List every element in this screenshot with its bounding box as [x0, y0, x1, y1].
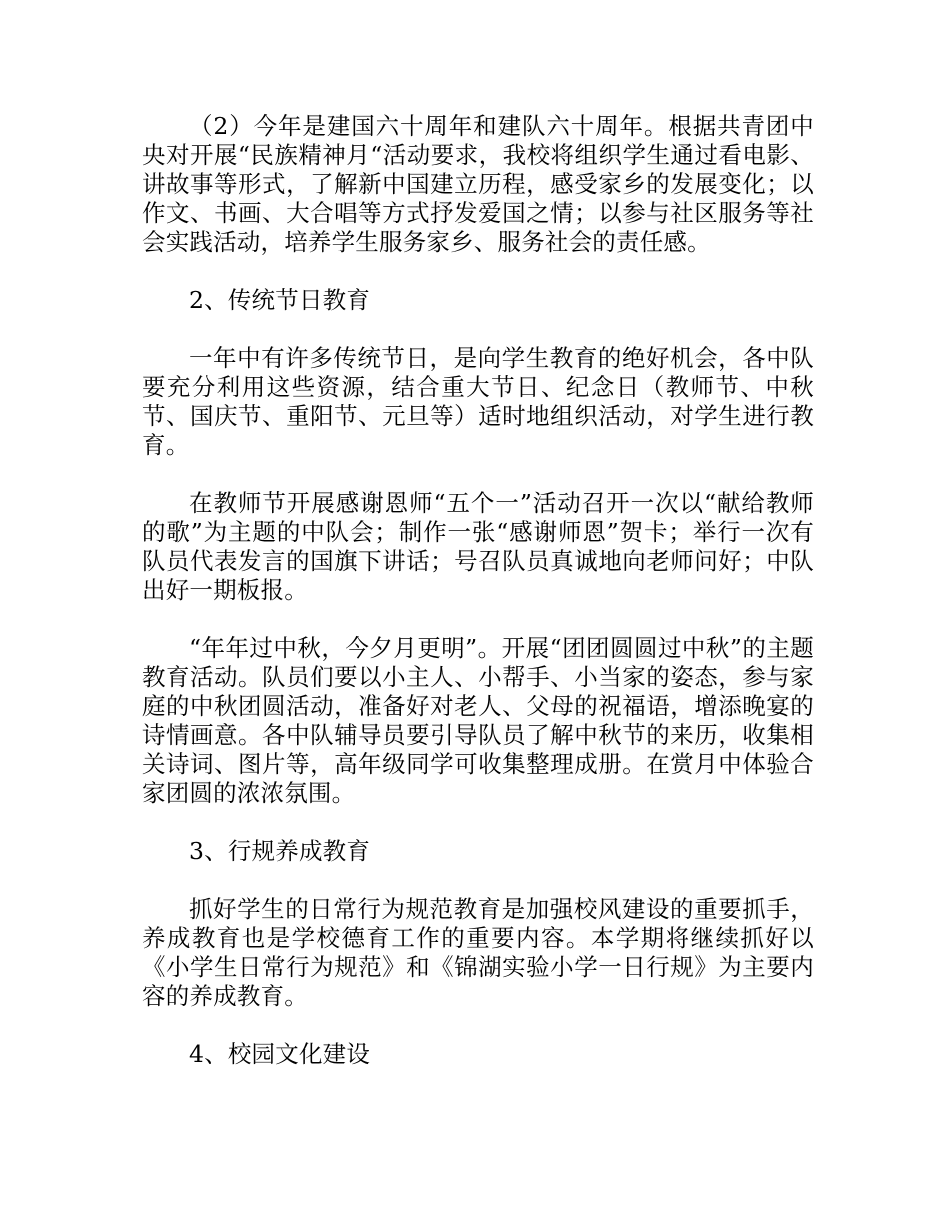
document-page — [142, 112, 814, 1069]
paragraph-behavior-norms: 抓好学生的日常行为规范教育是加强校风建设的重要抓手，养成教育也是学校德育工作的重要内容。本学期将继续抓好以《小学生日常行为规范》和《锦湖实验小学一日行规》为主要内容的养成教育。 — [142, 895, 814, 1010]
heading-campus-culture: 4、校园文化建设 — [189, 1040, 371, 1068]
heading-behavior-education: 3、行规养成教育 — [189, 837, 371, 865]
heading-traditional-festivals: 2、传统节日教育 — [189, 286, 371, 314]
paragraph-national-spirit: （2）今年是建国六十周年和建队六十周年。根据共青团中央对开展“民族精神月“活动要求，我校将组织学生通过看电影、讲故事等形式，了解新中国建立历程，感受家乡的发展变化；以作文、书画、大合唱等方式抒发爱国之情；以参与社区服务等社会实践活动，培养学生服务家乡、服务社会的责任感。 — [142, 112, 814, 256]
paragraph-teachers-day: 在教师节开展感谢恩师“五个一”活动召开一次以“献给教师的歌”为主题的中队会；制作一张“感谢师恩”贺卡；举行一次有队员代表发言的国旗下讲话；号召队员真诚地向老师问好；中队出好一期板报。 — [142, 489, 814, 604]
paragraph-festival-education: 一年中有许多传统节日，是向学生教育的绝好机会，各中队要充分利用这些资源，结合重大节日、纪念日（教师节、中秋节、国庆节、重阳节、元旦等）适时地组织活动，对学生进行教育。 — [142, 344, 814, 459]
paragraph-mid-autumn: “年年过中秋，今夕月更明”。开展“团团圆圆过中秋”的主题教育活动。队员们要以小主人、小帮手、小当家的姿态，参与家庭的中秋团圆活动，准备好对老人、父母的祝福语，增添晚宴的诗情画意。各中队辅导员要引导队员了解中秋节的来历，收集相关诗词、图片等，高年级同学可收集整理成册。在赏月中体验合家团圆的浓浓氛围。 — [142, 634, 814, 807]
